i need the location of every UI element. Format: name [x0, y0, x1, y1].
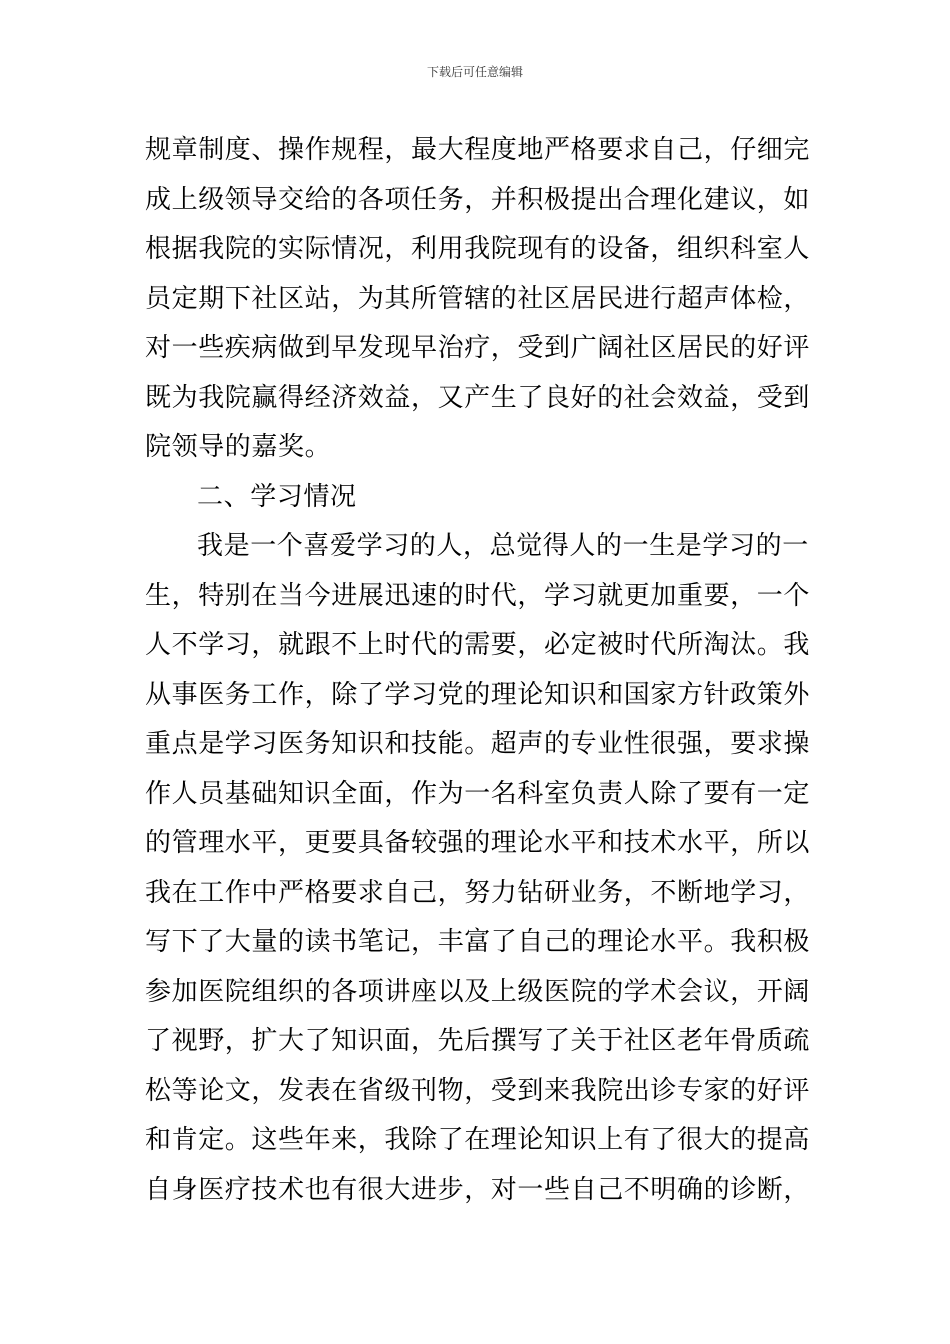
text-line: 写下了大量的读书笔记，丰富了自己的理论水平。我积极	[145, 927, 811, 957]
text-line: 既为我院赢得经济效益，又产生了良好的社会效益，受到	[145, 382, 811, 413]
text-line: 了视野，扩大了知识面，先后撰写了关于社区老年骨质疏	[145, 1026, 811, 1056]
page-header-note: 下载后可任意编辑	[426, 65, 523, 79]
document-body	[145, 126, 810, 1215]
text-line: 对一些疾病做到早发现早治疗，受到广阔社区居民的好评	[145, 333, 811, 363]
text-line: 成上级领导交给的各项任务，并积极提出合理化建议，如	[145, 184, 811, 215]
section-heading: 二、学习情况	[197, 481, 357, 512]
text-line: 和肯定。这些年来，我除了在理论知识上有了很大的提高	[145, 1125, 811, 1155]
text-line: 人不学习，就跟不上时代的需要，必定被时代所淘汰。我	[145, 630, 811, 660]
text-line: 我是一个喜爱学习的人，总觉得人的一生是学习的一	[197, 531, 809, 561]
text-line: 重点是学习医务知识和技能。超声的专业性很强，要求操	[145, 729, 811, 759]
text-line: 作人员基础知识全面，作为一名科室负责人除了要有一定	[145, 778, 811, 809]
text-line: 生，特别在当今进展迅速的时代，学习就更加重要，一个	[145, 580, 811, 611]
text-line: 的管理水平，更要具备较强的理论水平和技术水平，所以	[145, 828, 811, 858]
text-line: 根据我院的实际情况，利用我院现有的设备，组织科室人	[145, 234, 811, 264]
text-line: 从事医务工作，除了学习党的理论知识和国家方针政策外	[145, 679, 811, 710]
text-line: 自身医疗技术也有很大进步，对一些自己不明确的诊断，	[145, 1174, 811, 1205]
text-line: 松等论文，发表在省级刊物，受到来我院出诊专家的好评	[145, 1075, 811, 1106]
text-line: 院领导的嘉奖。	[145, 432, 332, 462]
text-line: 员定期下社区站，为其所管辖的社区居民进行超声体检，	[145, 283, 811, 314]
text-line: 规章制度、操作规程，最大程度地严格要求自己，仔细完	[145, 135, 811, 165]
text-line: 我在工作中严格要求自己，努力钻研业务，不断地学习，	[145, 877, 811, 908]
text-line: 参加医院组织的各项讲座以及上级医院的学术会议，开阔	[145, 976, 811, 1007]
